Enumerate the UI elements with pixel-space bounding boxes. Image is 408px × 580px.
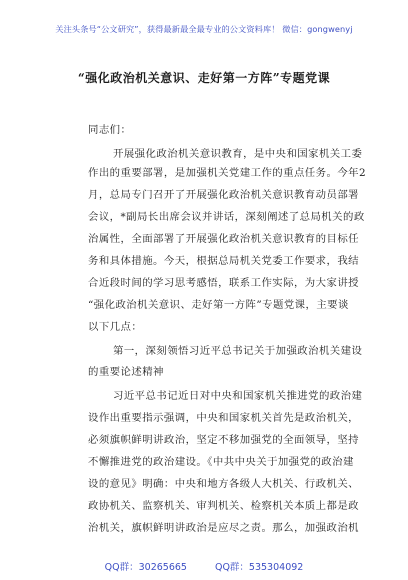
paragraph-line: “强化政治机关意识、走好第一方阵”专题党课，主要谈 <box>88 299 349 311</box>
paragraph-line: 务和具体措施。今天，根据总局机关党委工作要求，我结 <box>88 255 360 267</box>
document-title: “强化政治机关意识、走好第一方阵”专题党课 <box>77 71 331 85</box>
paragraph-line: 治机关，旗帜鲜明讲政治是应尽之责。那么，加强政治机 <box>88 522 360 534</box>
paragraph-line: 不懈推进党的政治建设。《中共中央关于加强党的政治建 <box>88 456 354 468</box>
paragraph-line: 必须旗帜鲜明讲政治，坚定不移加强党的全面领导，坚持 <box>88 434 360 446</box>
section-heading-line: 第一，深刻领悟习近平总书记关于加强政治机关建设 <box>113 345 363 357</box>
paragraph-line: 会议，*副局长出席会议并讲话，深刻阐述了总局机关的政 <box>88 211 365 223</box>
paragraph-line: 习近平总书记近日对中央和国家机关推进党的政治建 <box>113 390 363 402</box>
footer-contact <box>0 559 408 573</box>
section-heading-line: 的重要论述精神 <box>88 366 164 378</box>
qq-group-1: QQ群：30265665 <box>104 562 187 573</box>
paragraph-line: 设的意见》明确：中央和地方各级人大机关、行政机关、 <box>88 478 360 490</box>
paragraph-line: 作出的重要部署，是加强机关党建工作的重点任务。今年2 <box>88 167 367 179</box>
paragraph-line: 以下几点： <box>88 321 143 333</box>
paragraph-line: 月，总局专门召开了开展强化政治机关意识教育动员部署 <box>88 189 360 201</box>
paragraph-line: 政协机关、监察机关、审判机关、检察机关本质上都是政 <box>88 500 360 512</box>
paragraph-line: 设作出重要指示强调，中央和国家机关首先是政治机关， <box>88 412 360 424</box>
paragraph-line: 治属性，全面部署了开展强化政治机关意识教育的目标任 <box>88 233 360 245</box>
qq-group-2: QQ群：535304092 <box>214 562 304 573</box>
header-banner: 关注头条号“公文研究”，获得最新最全最专业的公文资料库！ 微信：gongwenyj <box>55 24 353 34</box>
paragraph-line: 开展强化政治机关意识教育，是中央和国家机关工委 <box>113 148 363 160</box>
salutation: 同志们： <box>88 124 132 136</box>
paragraph-line: 合近段时间的学习思考感悟，联系工作实际，为大家讲授 <box>88 277 360 289</box>
